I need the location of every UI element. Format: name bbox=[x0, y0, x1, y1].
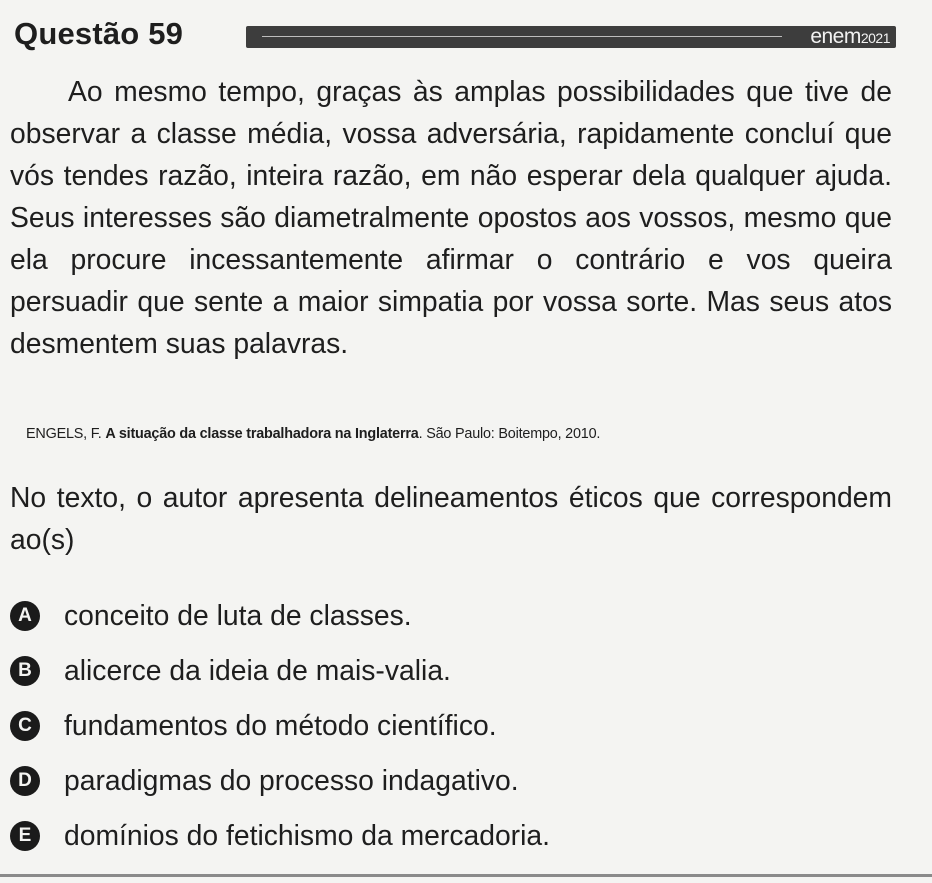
citation-publication: São Paulo: Boitempo, 2010. bbox=[426, 426, 601, 442]
option-c-text: fundamentos do método científico. bbox=[64, 709, 497, 741]
option-a[interactable] bbox=[10, 588, 910, 643]
option-e[interactable] bbox=[10, 808, 910, 863]
option-a-letter: A bbox=[10, 601, 40, 631]
citation: ENGELS, F. A situação da classe trabalhadora na Inglaterra. São Paulo: Boitempo, 2010. bbox=[26, 426, 601, 442]
option-d-text: paradigmas do processo indagativo. bbox=[64, 764, 519, 796]
header-bar bbox=[246, 26, 896, 48]
option-e-text: domínios do fetichismo da mercadoria. bbox=[64, 819, 550, 851]
enem-logo-year: 2021 bbox=[860, 30, 890, 46]
passage-text: Ao mesmo tempo, graças às amplas possibilidades que tive de observar a classe média, vossa adversária, rapidamente concluí que vós tendes razão, inteira razão, em não esperar dela qualquer ajuda. Seus interesses são diametralmente opostos aos vossos, mesmo que ela procure incessantemente afirmar o contrário e vos queira persuadir que sente a maior simpatia por vossa sorte. Mas seus atos desmentem suas palavras. bbox=[10, 75, 892, 359]
option-e-letter: E bbox=[10, 821, 40, 851]
enem-logo bbox=[810, 25, 890, 49]
option-d-letter: D bbox=[10, 766, 40, 796]
question-header bbox=[14, 14, 904, 54]
enem-logo-text: enem bbox=[810, 25, 861, 48]
question-prompt: No texto, o autor apresenta delineamentos éticos que correspondem ao(s) bbox=[10, 481, 892, 555]
option-b-text: alicerce da ideia de mais-valia. bbox=[64, 654, 451, 686]
option-d[interactable] bbox=[10, 753, 910, 808]
option-b[interactable] bbox=[10, 643, 910, 698]
question-title: Questão 59 bbox=[14, 16, 184, 51]
option-a-text: conceito de luta de classes. bbox=[64, 599, 412, 631]
citation-author: ENGELS, F. bbox=[26, 426, 102, 442]
option-c-letter: C bbox=[10, 711, 40, 741]
citation-book: A situação da classe trabalhadora na Inglaterra bbox=[105, 426, 419, 442]
option-c[interactable] bbox=[10, 698, 910, 753]
bottom-divider bbox=[0, 874, 932, 877]
answer-options bbox=[10, 588, 910, 863]
header-bar-line bbox=[262, 36, 782, 37]
option-b-letter: B bbox=[10, 656, 40, 686]
